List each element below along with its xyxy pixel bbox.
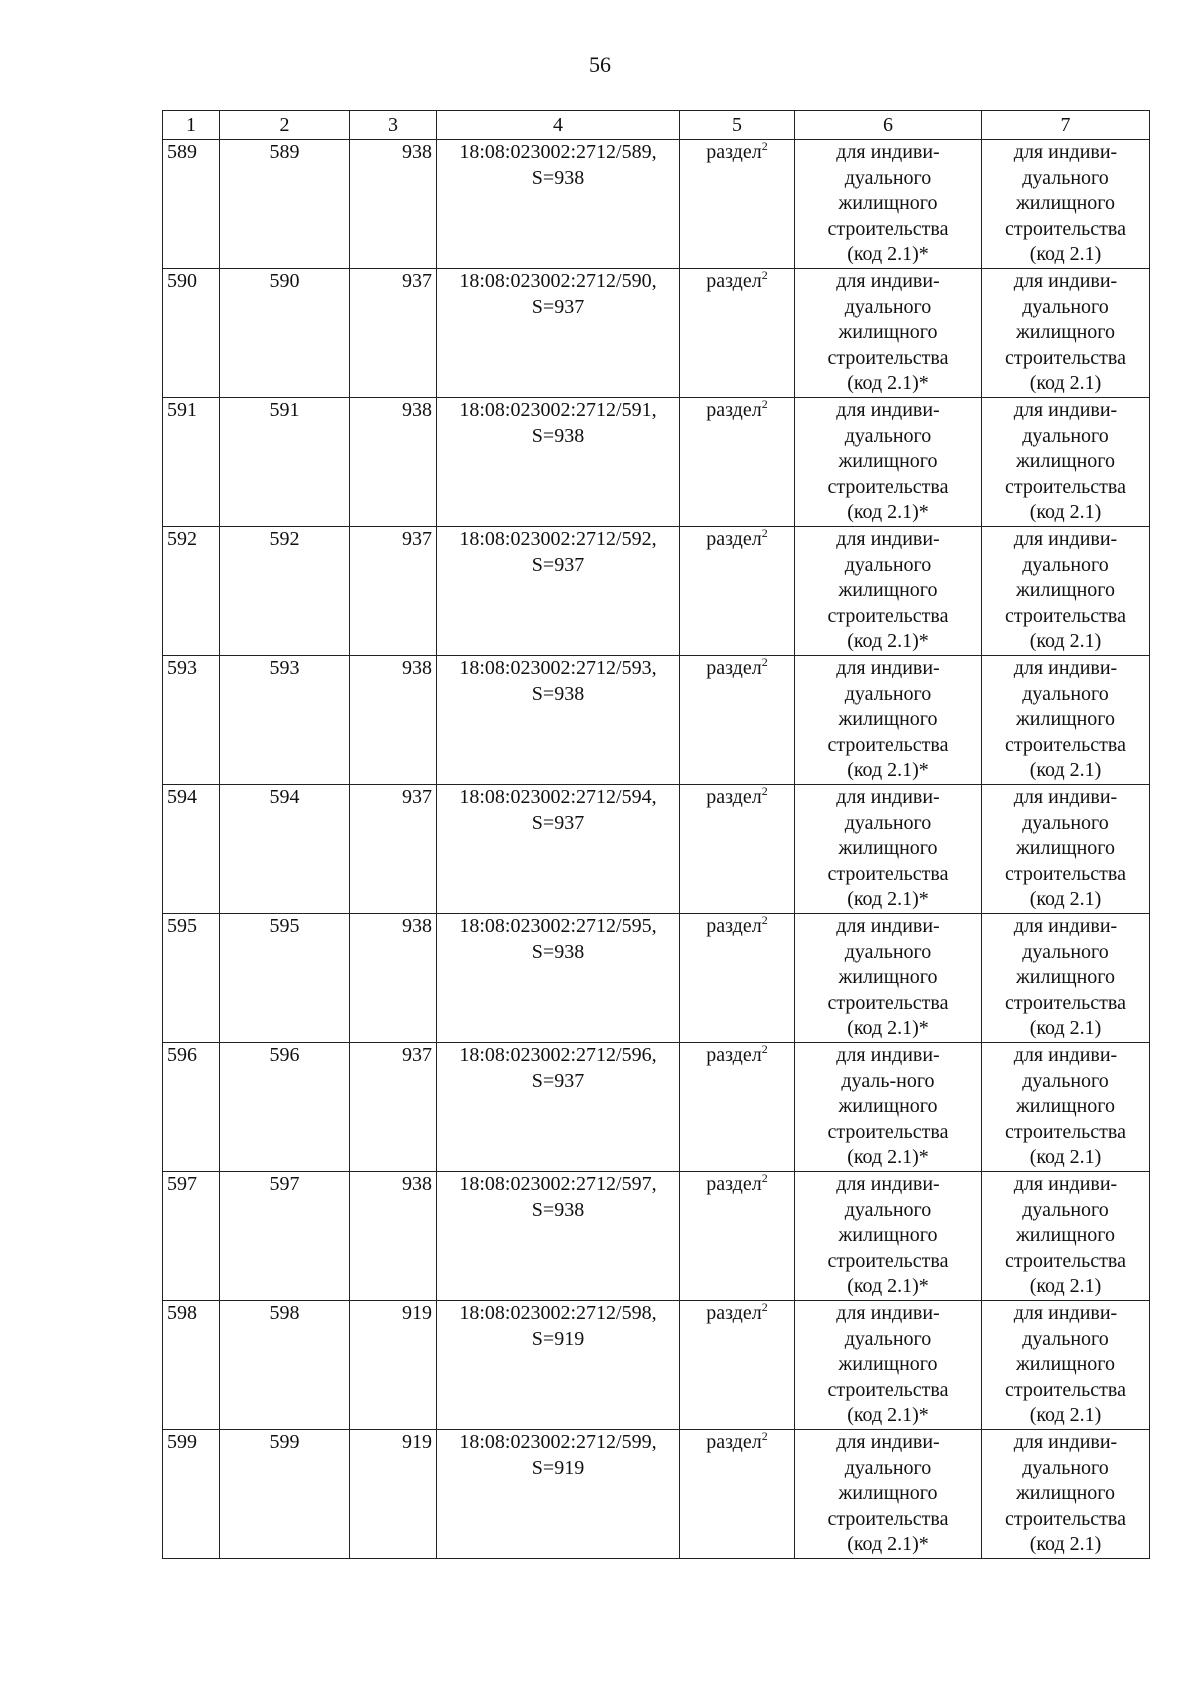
use-type-cell — [982, 1043, 1150, 1172]
cell-line: строительства — [1005, 1249, 1126, 1272]
cell-line: 18:08:023002:2712/594, — [459, 786, 657, 808]
cell-line: дуального — [1022, 811, 1109, 834]
cell-line: жилищного — [1015, 192, 1115, 215]
cell-line: дуального — [844, 1456, 932, 1479]
cell-line: жилищного — [1015, 1224, 1115, 1247]
cell-line: (код 2.1)* — [847, 888, 929, 911]
cell-line: для индиви- — [836, 1044, 940, 1066]
cell-line: (код 2.1) — [1029, 1533, 1102, 1556]
cell-c2: 589 — [220, 140, 350, 269]
cell-line: (код 2.1)* — [847, 1017, 929, 1040]
cell-line: для индиви- — [1013, 1302, 1118, 1324]
cell-line: для индиви- — [1013, 141, 1118, 163]
cell-line: дуального — [844, 811, 932, 834]
cell-line: для индиви- — [1013, 657, 1118, 679]
cell-line: жилищного — [1015, 1482, 1115, 1505]
zone-cell — [680, 140, 795, 269]
cell-c1: 595 — [163, 914, 220, 1043]
cell-line: жилищного — [838, 1224, 938, 1247]
cell-line: 18:08:023002:2712/590, — [459, 270, 657, 292]
cell-line: дуального — [844, 295, 932, 318]
cell-line: дуального — [1022, 682, 1109, 705]
cell-line: жилищного — [838, 450, 938, 473]
table-row — [163, 527, 1150, 656]
footnote-mark: 2 — [761, 655, 768, 669]
cell-line: жилищного — [1015, 837, 1115, 860]
footnote-mark: 2 — [761, 397, 768, 411]
footnote-mark: 2 — [761, 139, 768, 153]
cell-line: строительства — [827, 604, 949, 627]
use-type-cell — [795, 527, 982, 656]
cell-c1: 589 — [163, 140, 220, 269]
footnote-mark: 2 — [761, 913, 768, 927]
cell-line: S=938 — [531, 1198, 585, 1221]
use-type-cell — [982, 527, 1150, 656]
table-row — [163, 914, 1150, 1043]
cell-line: (код 2.1) — [1029, 888, 1102, 911]
cadastral-number-cell — [437, 140, 680, 269]
footnote-mark: 2 — [761, 1300, 768, 1314]
cell-c2: 597 — [220, 1172, 350, 1301]
cell-line: дуального — [844, 940, 932, 963]
use-type-cell — [795, 1301, 982, 1430]
cell-c3: 919 — [350, 1301, 437, 1430]
table-row — [163, 398, 1150, 527]
footnote-mark: 2 — [761, 1429, 768, 1443]
cell-line: строительства — [827, 1120, 949, 1143]
cell-c3: 919 — [350, 1430, 437, 1559]
use-type-cell — [795, 140, 982, 269]
cell-line: дуального — [1022, 166, 1109, 189]
cell-line: S=937 — [531, 811, 585, 834]
table-row — [163, 269, 1150, 398]
zone-cell — [680, 914, 795, 1043]
cell-line: 18:08:023002:2712/595, — [459, 915, 657, 937]
cell-line: (код 2.1) — [1029, 243, 1102, 266]
use-type-cell — [982, 785, 1150, 914]
zone-cell — [680, 1301, 795, 1430]
cadastral-number-cell — [437, 914, 680, 1043]
column-header: 3 — [350, 111, 437, 140]
use-type-cell — [982, 140, 1150, 269]
cell-line: строительства — [827, 1507, 949, 1530]
use-type-cell — [982, 398, 1150, 527]
cell-c3: 938 — [350, 398, 437, 527]
cell-line: строительства — [827, 733, 949, 756]
zone-cell — [680, 527, 795, 656]
cell-line: 18:08:023002:2712/592, — [459, 528, 657, 550]
cell-line: строительства — [1005, 475, 1126, 498]
cadastral-number-cell — [437, 785, 680, 914]
cell-line: дуального — [1022, 1069, 1109, 1092]
cell-c1: 598 — [163, 1301, 220, 1430]
zone-cell — [680, 1043, 795, 1172]
cell-c1: 593 — [163, 656, 220, 785]
cell-line: для индиви- — [1013, 1044, 1118, 1066]
cell-line: для индиви- — [1013, 528, 1118, 550]
cell-line: строительства — [827, 991, 949, 1014]
use-type-cell — [795, 1043, 982, 1172]
cell-line: S=938 — [531, 940, 585, 963]
zone-label: раздел — [706, 399, 762, 421]
cell-line: дуального — [844, 166, 932, 189]
cell-line: 18:08:023002:2712/591, — [459, 399, 657, 421]
column-header: 5 — [680, 111, 795, 140]
cell-line: дуального — [844, 553, 932, 576]
zone-label: раздел — [706, 786, 762, 808]
cell-line: дуального — [1022, 295, 1109, 318]
zone-label: раздел — [706, 141, 762, 163]
zone-label: раздел — [706, 1431, 762, 1453]
table-row — [163, 1043, 1150, 1172]
cell-line: (код 2.1) — [1029, 501, 1102, 524]
cell-line: строительства — [1005, 1378, 1126, 1401]
cell-line: дуального — [1022, 553, 1109, 576]
cell-line: 18:08:023002:2712/598, — [459, 1302, 657, 1324]
column-number-row — [163, 111, 1150, 140]
use-type-cell — [795, 398, 982, 527]
cell-line: строительства — [827, 475, 949, 498]
use-type-cell — [982, 1172, 1150, 1301]
zone-label: раздел — [706, 1044, 762, 1066]
land-plot-table — [162, 110, 1150, 1559]
cell-line: для индиви- — [836, 915, 940, 937]
cell-line: дуаль-ного — [841, 1069, 935, 1092]
cell-line: (код 2.1)* — [847, 501, 929, 524]
table-row — [163, 1430, 1150, 1559]
cell-line: S=919 — [531, 1327, 585, 1350]
cadastral-number-cell — [437, 269, 680, 398]
cell-c3: 937 — [350, 1043, 437, 1172]
cell-c1: 596 — [163, 1043, 220, 1172]
cell-line: (код 2.1) — [1029, 1017, 1102, 1040]
table-row — [163, 1301, 1150, 1430]
cell-c2: 595 — [220, 914, 350, 1043]
cell-line: дуального — [1022, 1198, 1109, 1221]
zone-label: раздел — [706, 528, 762, 550]
zone-label: раздел — [706, 657, 762, 679]
cell-c1: 592 — [163, 527, 220, 656]
cell-line: дуального — [1022, 1456, 1109, 1479]
cell-line: (код 2.1)* — [847, 630, 929, 653]
cell-line: для индиви- — [836, 141, 940, 163]
column-header: 7 — [982, 111, 1150, 140]
use-type-cell — [982, 914, 1150, 1043]
cadastral-number-cell — [437, 656, 680, 785]
cell-c1: 590 — [163, 269, 220, 398]
cell-line: 18:08:023002:2712/593, — [459, 657, 657, 679]
cell-line: строительства — [827, 1249, 949, 1272]
table-row — [163, 140, 1150, 269]
page-number: 56 — [589, 52, 611, 77]
cell-line: (код 2.1)* — [847, 1404, 929, 1427]
cell-c2: 594 — [220, 785, 350, 914]
cell-line: строительства — [827, 346, 949, 369]
cell-line: (код 2.1)* — [847, 372, 929, 395]
cell-line: жилищного — [1015, 966, 1115, 989]
cell-c2: 592 — [220, 527, 350, 656]
cadastral-number-cell — [437, 398, 680, 527]
use-type-cell — [795, 1430, 982, 1559]
cell-line: для индиви- — [836, 1302, 940, 1324]
cell-line: S=937 — [531, 295, 585, 318]
footnote-mark: 2 — [761, 268, 768, 282]
cadastral-number-cell — [437, 1430, 680, 1559]
column-header: 1 — [163, 111, 220, 140]
column-header: 2 — [220, 111, 350, 140]
zone-label: раздел — [706, 270, 762, 292]
cell-line: дуального — [1022, 940, 1109, 963]
cell-line: 18:08:023002:2712/599, — [459, 1431, 657, 1453]
cell-line: жилищного — [1015, 708, 1115, 731]
cell-c1: 599 — [163, 1430, 220, 1559]
cell-line: дуального — [844, 682, 932, 705]
cell-line: для индиви- — [1013, 786, 1118, 808]
cell-line: строительства — [1005, 862, 1126, 885]
use-type-cell — [795, 914, 982, 1043]
cell-c3: 938 — [350, 656, 437, 785]
footnote-mark: 2 — [761, 526, 768, 540]
cell-line: жилищного — [1015, 1095, 1115, 1118]
cell-line: (код 2.1)* — [847, 1146, 929, 1169]
cell-c1: 594 — [163, 785, 220, 914]
cell-line: дуального — [844, 1327, 932, 1350]
cell-line: (код 2.1) — [1029, 1146, 1102, 1169]
cell-line: строительства — [827, 1378, 949, 1401]
zone-cell — [680, 1172, 795, 1301]
cadastral-number-cell — [437, 1301, 680, 1430]
zone-cell — [680, 656, 795, 785]
cell-line: для индиви- — [1013, 1431, 1118, 1453]
cell-line: строительства — [1005, 733, 1126, 756]
cell-line: S=937 — [531, 1069, 585, 1092]
cell-line: S=938 — [531, 682, 585, 705]
cell-c2: 598 — [220, 1301, 350, 1430]
cell-line: жилищного — [1015, 1353, 1115, 1376]
use-type-cell — [795, 656, 982, 785]
cell-c3: 937 — [350, 269, 437, 398]
column-header: 6 — [795, 111, 982, 140]
cell-line: строительства — [1005, 346, 1126, 369]
table-row — [163, 656, 1150, 785]
cell-line: для индиви- — [836, 270, 940, 292]
cell-line: жилищного — [838, 708, 938, 731]
cell-line: жилищного — [838, 321, 938, 344]
zone-cell — [680, 269, 795, 398]
cell-line: жилищного — [838, 1353, 938, 1376]
cell-line: (код 2.1)* — [847, 759, 929, 782]
cell-line: для индиви- — [836, 657, 940, 679]
cell-c3: 938 — [350, 1172, 437, 1301]
cell-c1: 597 — [163, 1172, 220, 1301]
cell-line: строительства — [1005, 1507, 1126, 1530]
cell-line: S=919 — [531, 1456, 585, 1479]
cell-line: строительства — [827, 217, 949, 240]
cell-line: 18:08:023002:2712/596, — [459, 1044, 657, 1066]
use-type-cell — [982, 656, 1150, 785]
cell-line: S=937 — [531, 553, 585, 576]
use-type-cell — [795, 1172, 982, 1301]
use-type-cell — [982, 269, 1150, 398]
cell-c3: 937 — [350, 785, 437, 914]
footnote-mark: 2 — [761, 1042, 768, 1056]
cell-line: дуального — [844, 1198, 932, 1221]
cell-c2: 590 — [220, 269, 350, 398]
use-type-cell — [795, 785, 982, 914]
cell-line: дуального — [1022, 1327, 1109, 1350]
footnote-mark: 2 — [761, 784, 768, 798]
cell-line: (код 2.1)* — [847, 1533, 929, 1556]
cell-line: S=938 — [531, 166, 585, 189]
cell-line: для индиви- — [836, 528, 940, 550]
cell-line: 18:08:023002:2712/597, — [459, 1173, 657, 1195]
cell-c1: 591 — [163, 398, 220, 527]
cell-line: для индиви- — [836, 1431, 940, 1453]
footnote-mark: 2 — [761, 1171, 768, 1185]
zone-cell — [680, 785, 795, 914]
cell-line: (код 2.1) — [1029, 759, 1102, 782]
cell-line: (код 2.1) — [1029, 1275, 1102, 1298]
cell-c2: 593 — [220, 656, 350, 785]
cell-line: (код 2.1) — [1029, 372, 1102, 395]
cell-c3: 937 — [350, 527, 437, 656]
cell-line: жилищного — [1015, 321, 1115, 344]
cell-line: жилищного — [838, 192, 938, 215]
cell-line: 18:08:023002:2712/589, — [459, 141, 657, 163]
cell-line: (код 2.1) — [1029, 630, 1102, 653]
cell-line: для индиви- — [1013, 1173, 1118, 1195]
cell-line: жилищного — [1015, 450, 1115, 473]
table-row — [163, 785, 1150, 914]
cell-line: дуального — [844, 424, 932, 447]
zone-label: раздел — [706, 1302, 762, 1324]
cadastral-number-cell — [437, 1172, 680, 1301]
cell-line: (код 2.1) — [1029, 1404, 1102, 1427]
use-type-cell — [795, 269, 982, 398]
column-header: 4 — [437, 111, 680, 140]
cell-c2: 596 — [220, 1043, 350, 1172]
zone-label: раздел — [706, 915, 762, 937]
table-row — [163, 1172, 1150, 1301]
table-body — [163, 140, 1150, 1559]
cell-line: для индиви- — [836, 786, 940, 808]
cell-line: жилищного — [838, 837, 938, 860]
cell-line: жилищного — [838, 579, 938, 602]
cell-line: строительства — [1005, 604, 1126, 627]
cell-line: жилищного — [838, 1482, 938, 1505]
cell-line: дуального — [1022, 424, 1109, 447]
cell-line: (код 2.1)* — [847, 1275, 929, 1298]
cell-c3: 938 — [350, 914, 437, 1043]
cell-line: для индиви- — [836, 1173, 940, 1195]
cell-line: жилищного — [1015, 579, 1115, 602]
cell-line: жилищного — [838, 1095, 938, 1118]
cell-line: строительства — [1005, 991, 1126, 1014]
cell-line: (код 2.1)* — [847, 243, 929, 266]
cell-c2: 591 — [220, 398, 350, 527]
zone-cell — [680, 1430, 795, 1559]
cell-line: S=938 — [531, 424, 585, 447]
cell-line: строительства — [1005, 1120, 1126, 1143]
cadastral-number-cell — [437, 527, 680, 656]
cell-line: жилищного — [838, 966, 938, 989]
cell-c2: 599 — [220, 1430, 350, 1559]
cell-line: для индиви- — [1013, 915, 1118, 937]
cell-line: строительства — [1005, 217, 1126, 240]
cell-line: для индиви- — [836, 399, 940, 421]
cell-c3: 938 — [350, 140, 437, 269]
use-type-cell — [982, 1430, 1150, 1559]
cell-line: для индиви- — [1013, 399, 1118, 421]
zone-cell — [680, 398, 795, 527]
zone-label: раздел — [706, 1173, 762, 1195]
use-type-cell — [982, 1301, 1150, 1430]
cell-line: для индиви- — [1013, 270, 1118, 292]
cell-line: строительства — [827, 862, 949, 885]
cadastral-number-cell — [437, 1043, 680, 1172]
